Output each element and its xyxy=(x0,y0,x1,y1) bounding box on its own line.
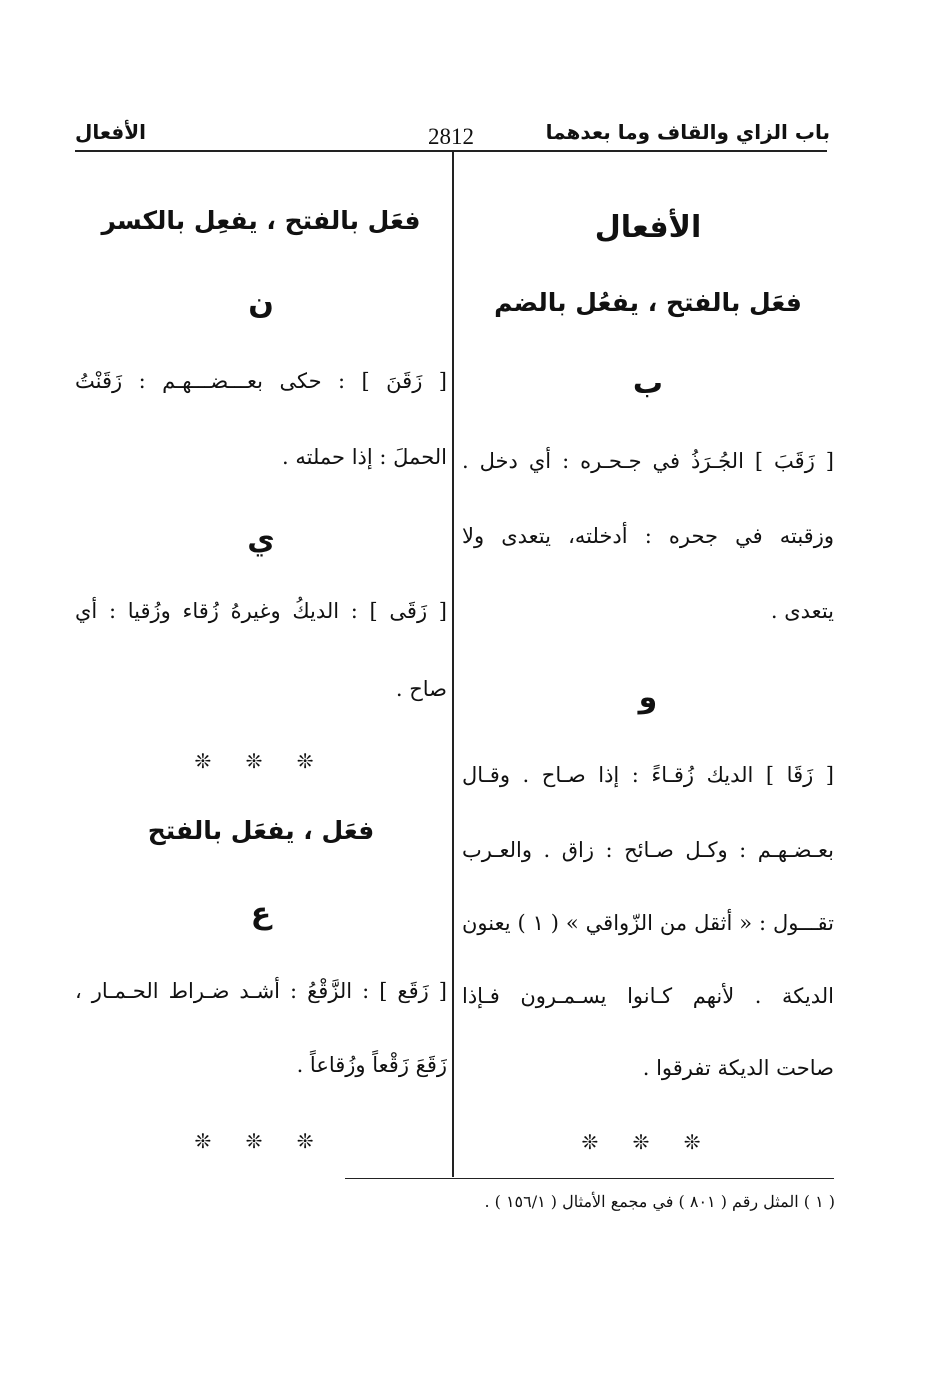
entry-line: الديكة . لأنهم كـانوا يسـمـرون فـإذا xyxy=(462,984,834,1008)
entry-line: صاح . xyxy=(395,677,447,701)
entry-line: [ زَقَبَ ] الجُـرَذُ في جـحـره : أي دخل . xyxy=(462,449,834,473)
section-separator-stars: ❊ ❊ ❊ xyxy=(194,1129,328,1153)
entry-line: [ زَقَنَ ] : حكى بعـــضـــهـم : زَقَنْتُ xyxy=(75,369,447,393)
running-header-chapter: باب الزاي والقاف وما بعدهما xyxy=(545,120,830,144)
verb-pattern-heading: فعَل ، يفعَل بالفتح xyxy=(147,816,375,845)
entry-line: زَقَعَ زَقْعاً وزُقاعاً . xyxy=(296,1053,447,1077)
letter-heading: ي xyxy=(247,522,275,557)
entry-line: صاحت الديكة تفرقوا . xyxy=(642,1056,834,1080)
page-number: 2812 xyxy=(428,124,474,149)
entry-line: تقـــول : « أثقل من الزّواقي » ( ١ ) يعنون xyxy=(462,911,834,935)
footnote: ( ١ ) المثل رقم ( ٨٠١ ) في مجمع الأمثال ( ١٥٦/١ ) . xyxy=(484,1192,835,1211)
footnote-rule xyxy=(345,1178,834,1179)
running-header-section: الأفعال xyxy=(75,120,146,144)
letter-heading: و xyxy=(638,680,658,715)
entry-line: يتعدى . xyxy=(770,599,834,623)
entry-line: [ زَقَع ] : الزَّقْعُ : أشـد ضـراط الحـمـار ، xyxy=(75,979,447,1003)
verb-pattern-heading: فعَل بالفتح ، يفعِل بالكسر xyxy=(101,206,421,235)
section-title: الأفعال xyxy=(594,210,702,245)
letter-heading: ب xyxy=(632,366,664,401)
entry-line: بعـضـهـم : وكـل صـائح : زاق . والعـرب xyxy=(462,838,834,862)
header-rule xyxy=(75,150,827,152)
entry-line: [ زَقَى ] : الديكُ وغيرهُ زُقاء وزُقيا : أي xyxy=(75,599,447,623)
verb-pattern-heading: فعَل بالفتح ، يفعُل بالضم xyxy=(494,288,802,317)
entry-line: [ زَقَا ] الديك زُقـاءً : إذا صـاح . وقـال xyxy=(462,763,834,787)
entry-line: الحملَ : إذا حملته . xyxy=(282,445,447,469)
letter-heading: ن xyxy=(248,286,274,321)
entry-line: وزقبته في جحره : أدخلته، يتعدى ولا xyxy=(462,524,834,548)
section-separator-stars: ❊ ❊ ❊ xyxy=(194,749,328,773)
column-divider xyxy=(452,151,454,1177)
section-separator-stars: ❊ ❊ ❊ xyxy=(581,1130,715,1154)
letter-heading: ع xyxy=(250,896,272,931)
